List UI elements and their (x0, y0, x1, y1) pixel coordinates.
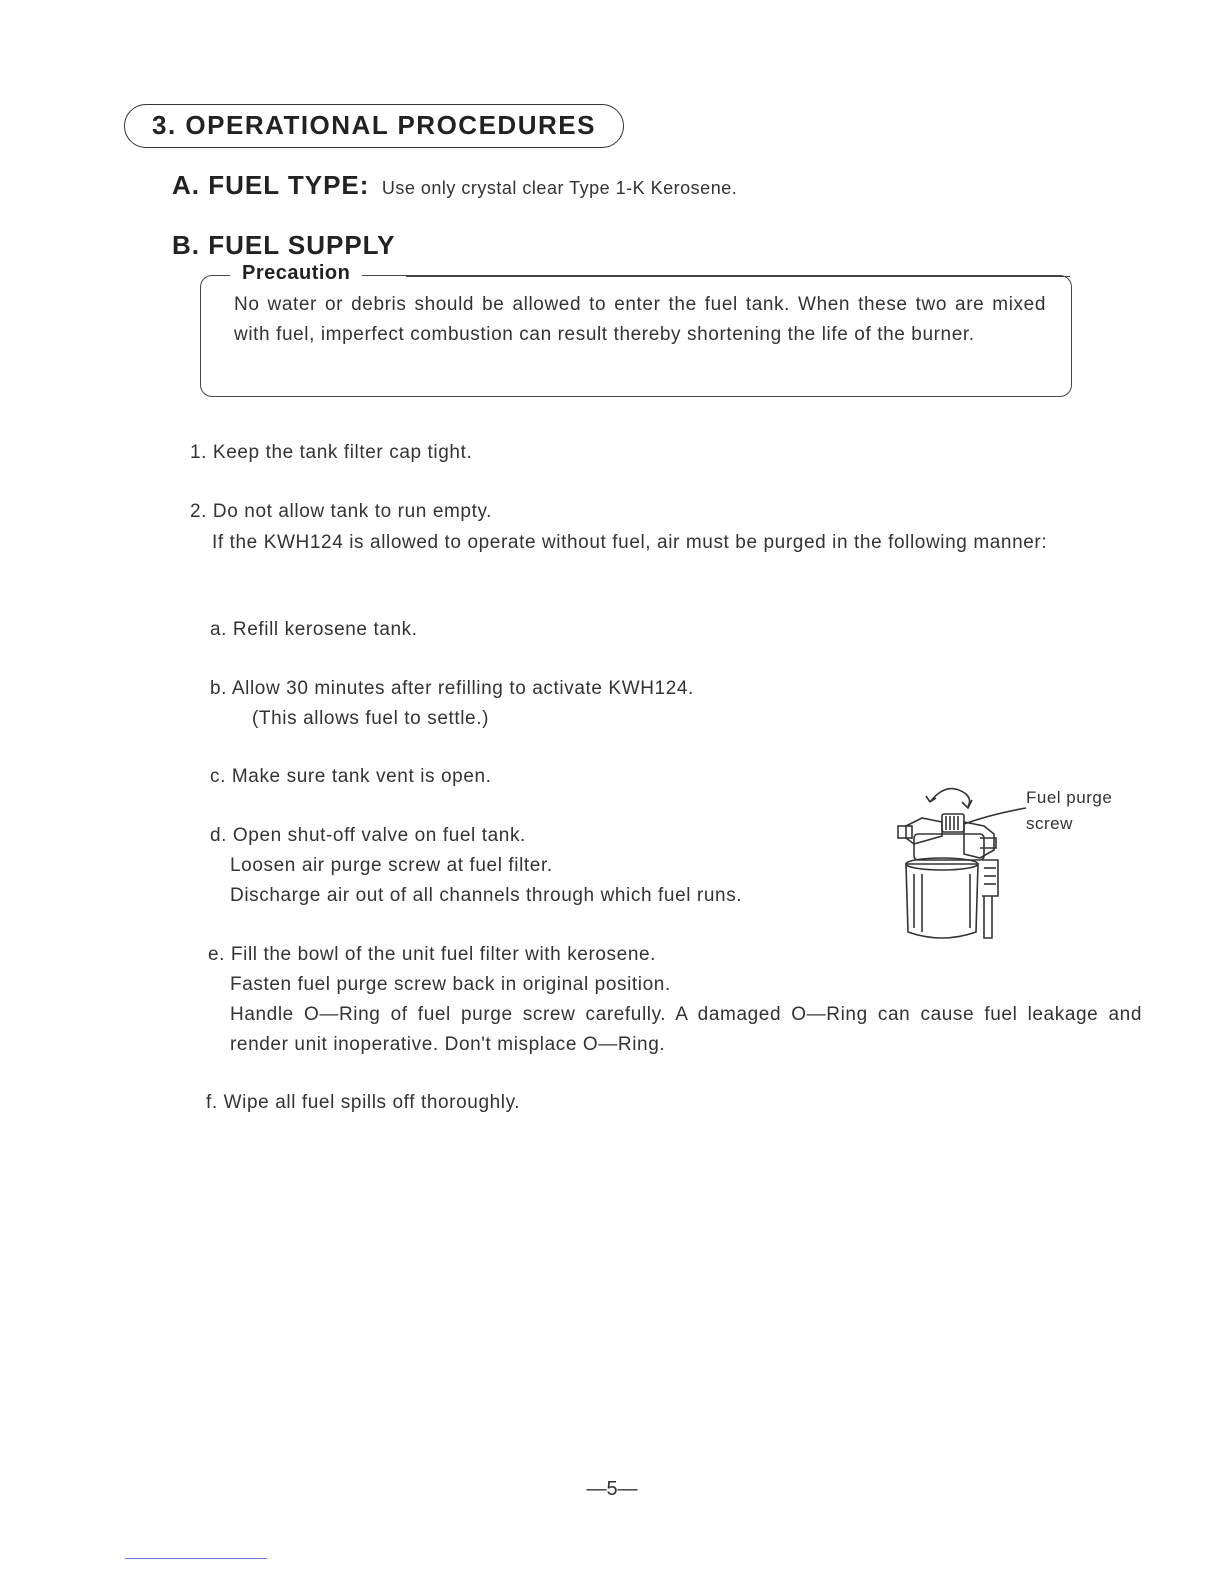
substep-d-line3: Discharge air out of all channels through which fuel runs. (230, 885, 743, 906)
substep-b: b. Allow 30 minutes after refilling to activate KWH124. (210, 678, 694, 699)
page-number: —5— (586, 1478, 638, 1500)
substep-c: c. Make sure tank vent is open. (210, 766, 492, 787)
bottom-edge-line (125, 1558, 267, 1559)
substep-a: a. Refill kerosene tank. (210, 619, 418, 640)
substep-d: d. Open shut-off valve on fuel tank. (210, 825, 526, 846)
substep-f: f. Wipe all fuel spills off thoroughly. (206, 1092, 521, 1113)
precaution-text: No water or debris should be allowed to enter the fuel tank. When these two are mixed with fuel, imperfect combustion can result thereby shortening the life of the burner. (234, 294, 1046, 345)
fuel-purge-label-line2: screw (1026, 814, 1073, 833)
substep-d-line2: Loosen air purge screw at fuel filter. (230, 855, 553, 876)
substep-b-note: (This allows fuel to settle.) (252, 708, 490, 729)
substep-e-line2: Fasten fuel purge screw back in original position. (230, 974, 671, 995)
substep-e: e. Fill the bowl of the unit fuel filter with kerosene. (208, 944, 657, 965)
fuel-type-text: Use only crystal clear Type 1-K Kerosene. (381, 178, 738, 198)
fuel-supply-heading: B. FUEL SUPPLY (172, 230, 396, 260)
fuel-filter-icon (892, 778, 1032, 948)
precaution-rule (406, 276, 1070, 277)
fuel-type-row (172, 170, 737, 201)
step-1: 1. Keep the tank filter cap tight. (190, 442, 473, 463)
step-2: 2. Do not allow tank to run empty. (190, 501, 493, 522)
fuel-filter-figure (892, 778, 1032, 948)
section-title: 3. OPERATIONAL PROCEDURES (152, 110, 596, 140)
precaution-label: Precaution (242, 262, 351, 284)
fuel-purge-label-line1: Fuel purge (1026, 788, 1113, 807)
step-2-note: If the KWH124 is allowed to operate without fuel, air must be purged in the following manner: (212, 532, 1048, 553)
substep-e-line3: Handle O—Ring of fuel purge screw carefully. A damaged O—Ring can cause fuel leakage and render unit inoperative. Don't misplace O—Ring. (230, 1004, 1142, 1055)
precaution-label-wrap (230, 262, 362, 285)
fuel-type-heading: A. FUEL TYPE: (172, 170, 370, 200)
